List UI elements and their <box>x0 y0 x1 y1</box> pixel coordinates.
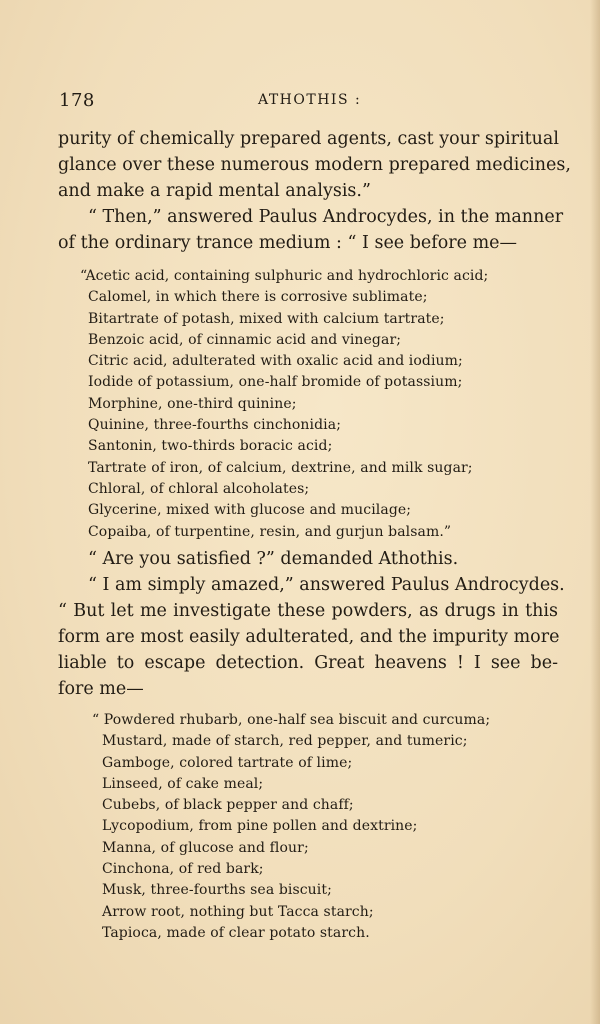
list-item: Gamboge, colored tartrate of lime; <box>102 754 353 771</box>
drug-list-2 <box>92 710 490 944</box>
list-item: Citric acid, adulterated with oxalic acid and iodium; <box>88 353 463 370</box>
text-line: purity of chemically prepared agents, cast your spiritual <box>58 129 559 149</box>
list-item: Bitartrate of potash, mixed with calcium tartrate; <box>88 310 445 327</box>
list-item: Lycopodium, from pine pollen and dextrine; <box>102 818 418 835</box>
list-item: Quinine, three-fourths cinchonidia; <box>88 417 342 434</box>
text-line: form are most easily adulterated, and the impurity more <box>58 627 560 647</box>
list-item: Glycerine, mixed with glucose and mucilage; <box>88 502 412 519</box>
text-line: “ Then,” answered Paulus Androcydes, in the manner <box>88 207 564 227</box>
list-item: Chloral, of chloral alcoholates; <box>88 480 310 497</box>
text-line: “ Are you satisfied ?” demanded Athothis. <box>88 549 459 569</box>
list-item: Musk, three-fourths sea biscuit; <box>102 882 332 899</box>
text-line: liable to escape detection. Great heavens ! I see be- <box>58 653 558 673</box>
list-item: Calomel, in which there is corrosive sublimate; <box>88 289 428 306</box>
list-item: Arrow root, nothing but Tacca starch; <box>102 903 374 920</box>
list-item: “Acetic acid, containing sulphuric and hydrochloric acid; <box>80 268 489 284</box>
paragraph-1 <box>58 126 571 256</box>
list-item: “ Powdered rhubarb, one-half sea biscuit and curcuma; <box>92 712 491 728</box>
list-item: Linseed, of cake meal; <box>102 775 264 792</box>
list-item: Iodide of potassium, one-half bromide of potassium; <box>88 374 463 391</box>
list-item: Tapioca, made of clear potato starch. <box>102 924 370 941</box>
text-line: fore me— <box>58 679 144 699</box>
text-line: of the ordinary trance medium : “ I see before me— <box>58 233 518 253</box>
list-item: Cinchona, of red bark; <box>102 861 264 878</box>
list-item: Santonin, two-thirds boracic acid; <box>88 438 333 455</box>
list-item: Benzoic acid, of cinnamic acid and vinegar; <box>88 331 402 348</box>
list-item: Cubebs, of black pepper and chaff; <box>102 797 354 814</box>
list-item: Morphine, one-third quinine; <box>88 395 297 412</box>
text-line: “ I am simply amazed,” answered Paulus Androcydes. <box>88 575 565 595</box>
text-line: “ But let me investigate these powders, as drugs in this <box>58 601 558 621</box>
paragraph-2 <box>58 546 565 702</box>
list-item: Tartrate of iron, of calcium, dextrine, and milk sugar; <box>88 459 473 476</box>
running-head: ATHOTHIS : <box>258 92 362 108</box>
page-edge-shadow <box>590 0 600 1024</box>
text-line: and make a rapid mental analysis.” <box>58 181 371 201</box>
drug-list-1 <box>80 266 488 543</box>
list-item: Mustard, made of starch, red pepper, and tumeric; <box>102 733 468 750</box>
page-number: 178 <box>59 90 95 111</box>
list-item: Copaiba, of turpentine, resin, and gurjun balsam.” <box>88 523 452 540</box>
text-line: glance over these numerous modern prepared medicines, <box>58 155 571 175</box>
list-item: Manna, of glucose and flour; <box>102 839 309 856</box>
